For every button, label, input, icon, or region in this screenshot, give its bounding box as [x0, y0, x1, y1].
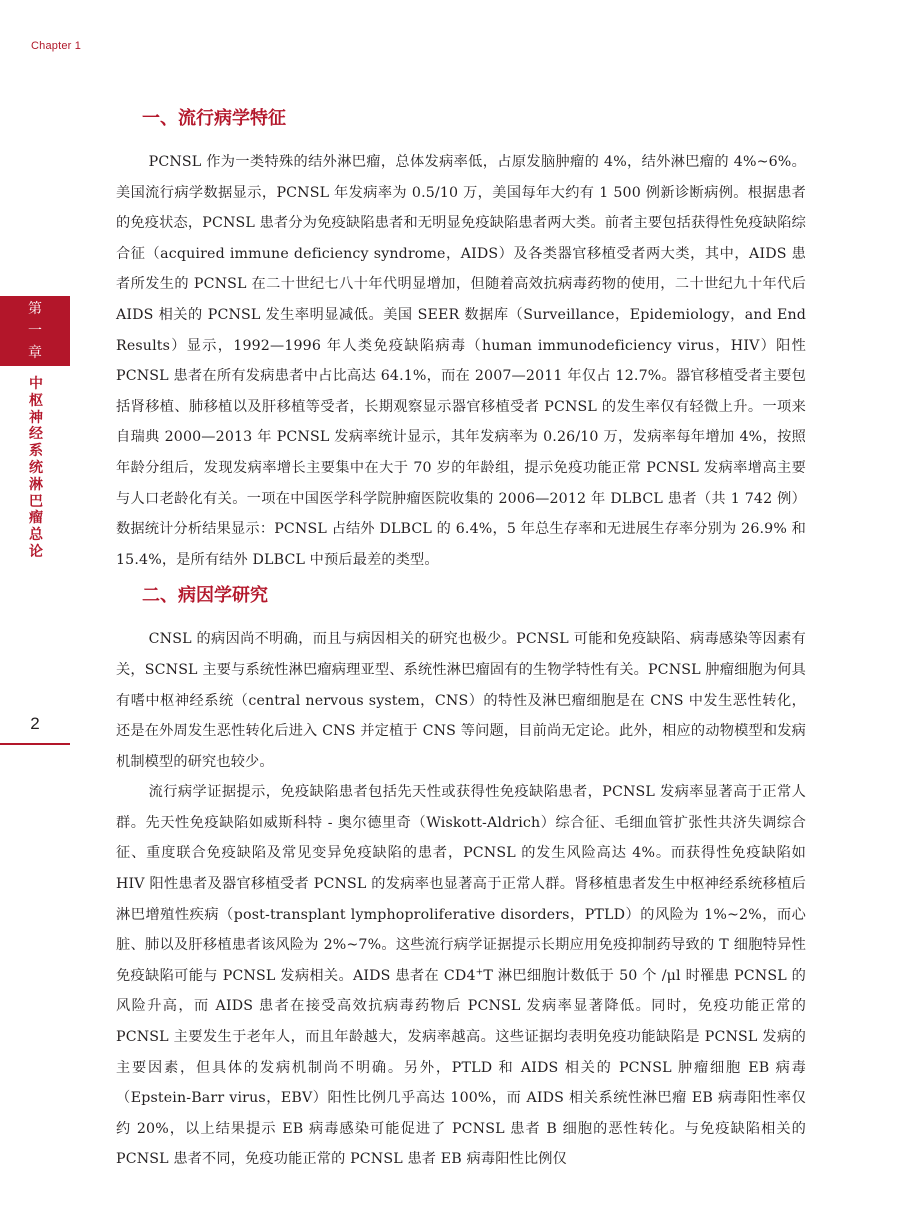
chapter-title-vertical: 中枢神经系统淋巴瘤总论 [29, 376, 43, 560]
chapter-label-char: 第 [28, 301, 42, 317]
main-content [116, 104, 806, 1175]
chapter-tab [0, 296, 70, 366]
superscript-plus: + [475, 967, 484, 978]
body-paragraph: PCNSL 作为一类特殊的结外淋巴瘤，总体发病率低，占原发脑肿瘤的 4%，结外淋巴瘤的 4%~6%。美国流行病学数据显示，PCNSL 年发病率为 0.5/10 万，美国每年大约有 1 500 例新诊断病例。根据患者的免疫状态，PCNSL 患者分为免疫缺陷患者和无明显免疫缺陷患者两大类。前者主要包括获得性免疫缺陷综合征（acquired immune deficiency syndrome，AIDS）及各类器官移植受者两大类，其中，AIDS 患者所发生的 PCNSL 在二十世纪七八十年代明显增加，但随着高效抗病毒药物的使用，二十世纪九十年代后 AIDS 相关的 PCNSL 发生率明显减低。美国 SEER 数据库（Surveillance，Epidemiology，and End Results）显示，1992—1996 年人类免疫缺陷病毒（human immunodeficiency virus，HIV）阳性 PCNSL 患者在所有发病患者中占比高达 64.1%，而在 2007—2011 年仅占 12.7%。器官移植受者主要包括肾移植、肺移植以及肝移植等受者，长期观察显示器官移植受者 PCNSL 的发生率仅有轻微上升。一项来自瑞典 2000—2013 年 PCNSL 发病率统计显示，其年发病率为 0.26/10 万，发病率每年增加 4%，按照年龄分组后，发现发病率增长主要集中在大于 70 岁的年龄组，提示免疫功能正常 PCNSL 发病率增高主要与人口老龄化有关。一项在中国医学科学院肿瘤医院收集的 2006—2012 年 DLBCL 患者（共 1 742 例）数据统计分析结果显示：PCNSL 占结外 DLBCL 的 6.4%，5 年总生存率和无进展生存率分别为 26.9% 和 15.4%，是所有结外 DLBCL 中预后最差的类型。 [116, 154, 806, 568]
paragraph-text: T 淋巴细胞计数低于 50 个 /μl 时罹患 PCNSL 的风险升高，而 AIDS 患者在接受高效抗病毒药物后 PCNSL 发病率显著降低。同时，免疫功能正常的 PCNSL 主要发生于老年人，而且年龄越大，发病率越高。这些证据均表明免疫功能缺陷是 PCNSL 发病的主要因素，但具体的发病机制尚不明确。另外，PTLD 和 AIDS 相关的 PCNSL 肿瘤细胞 EB 病毒（Epstein-Barr virus，EBV）阳性比例几乎高达 100%，而 AIDS 相关系统性淋巴瘤 EB 病毒阳性率仅约 20%，以上结果提示 EB 病毒感染可能促进了 PCNSL 患者 B 细胞的恶性转化。与免疫缺陷相关的 PCNSL 患者不同，免疫功能正常的 PCNSL 患者 EB 病毒阳性比例仅 [116, 967, 806, 1168]
body-paragraph: CNSL 的病因尚不明确，而且与病因相关的研究也极少。PCNSL 可能和免疫缺陷、病毒感染等因素有关，SCNSL 主要与系统性淋巴瘤病理亚型、系统性淋巴瘤固有的生物学特性有关。PCNSL 肿瘤细胞为何具有嗜中枢神经系统（central nervous system，CNS）的特性及淋巴瘤细胞是在 CNS 中发生恶性转化，还是在外周发生恶性转化后进入 CNS 并定植于 CNS 等问题，目前尚无定论。此外，相应的动物模型和发病机制模型的研究也较少。 [116, 631, 806, 770]
section-heading-epidemiology: 一、流行病学特征 [142, 108, 286, 129]
body-paragraph [116, 777, 806, 1175]
page-number-rule [0, 743, 70, 745]
section-heading-etiology: 二、病因学研究 [142, 585, 268, 607]
running-head: Chapter 1 [31, 40, 82, 52]
chapter-label-char: 一 [28, 323, 42, 339]
chapter-label-char: 章 [28, 345, 42, 361]
page-number: 2 [30, 714, 40, 733]
paragraph-text: 流行病学证据提示，免疫缺陷患者包括先天性或获得性免疫缺陷患者，PCNSL 发病率显著高于正常人群。先天性免疫缺陷如威斯科特 - 奥尔德里奇（Wiskott-Aldrich）综合征、毛细血管扩张性共济失调综合征、重度联合免疫缺陷及常见变异免疫缺陷的患者，PCNSL 的发生风险高达 4%。而获得性免疫缺陷如 HIV 阳性患者及器官移植受者 PCNSL 的发病率也显著高于正常人群。肾移植患者发生中枢神经系统移植后淋巴增殖性疾病（post-transplant lymphoproliferative disorders，PTLD）的风险为 1%~2%，而心脏、肺以及肝移植患者该风险为 2%~7%。这些流行病学证据提示长期应用免疫抑制药导致的 T 细胞特异性免疫缺陷可能与 PCNSL 发病相关。AIDS 患者在 CD4 [116, 784, 806, 984]
